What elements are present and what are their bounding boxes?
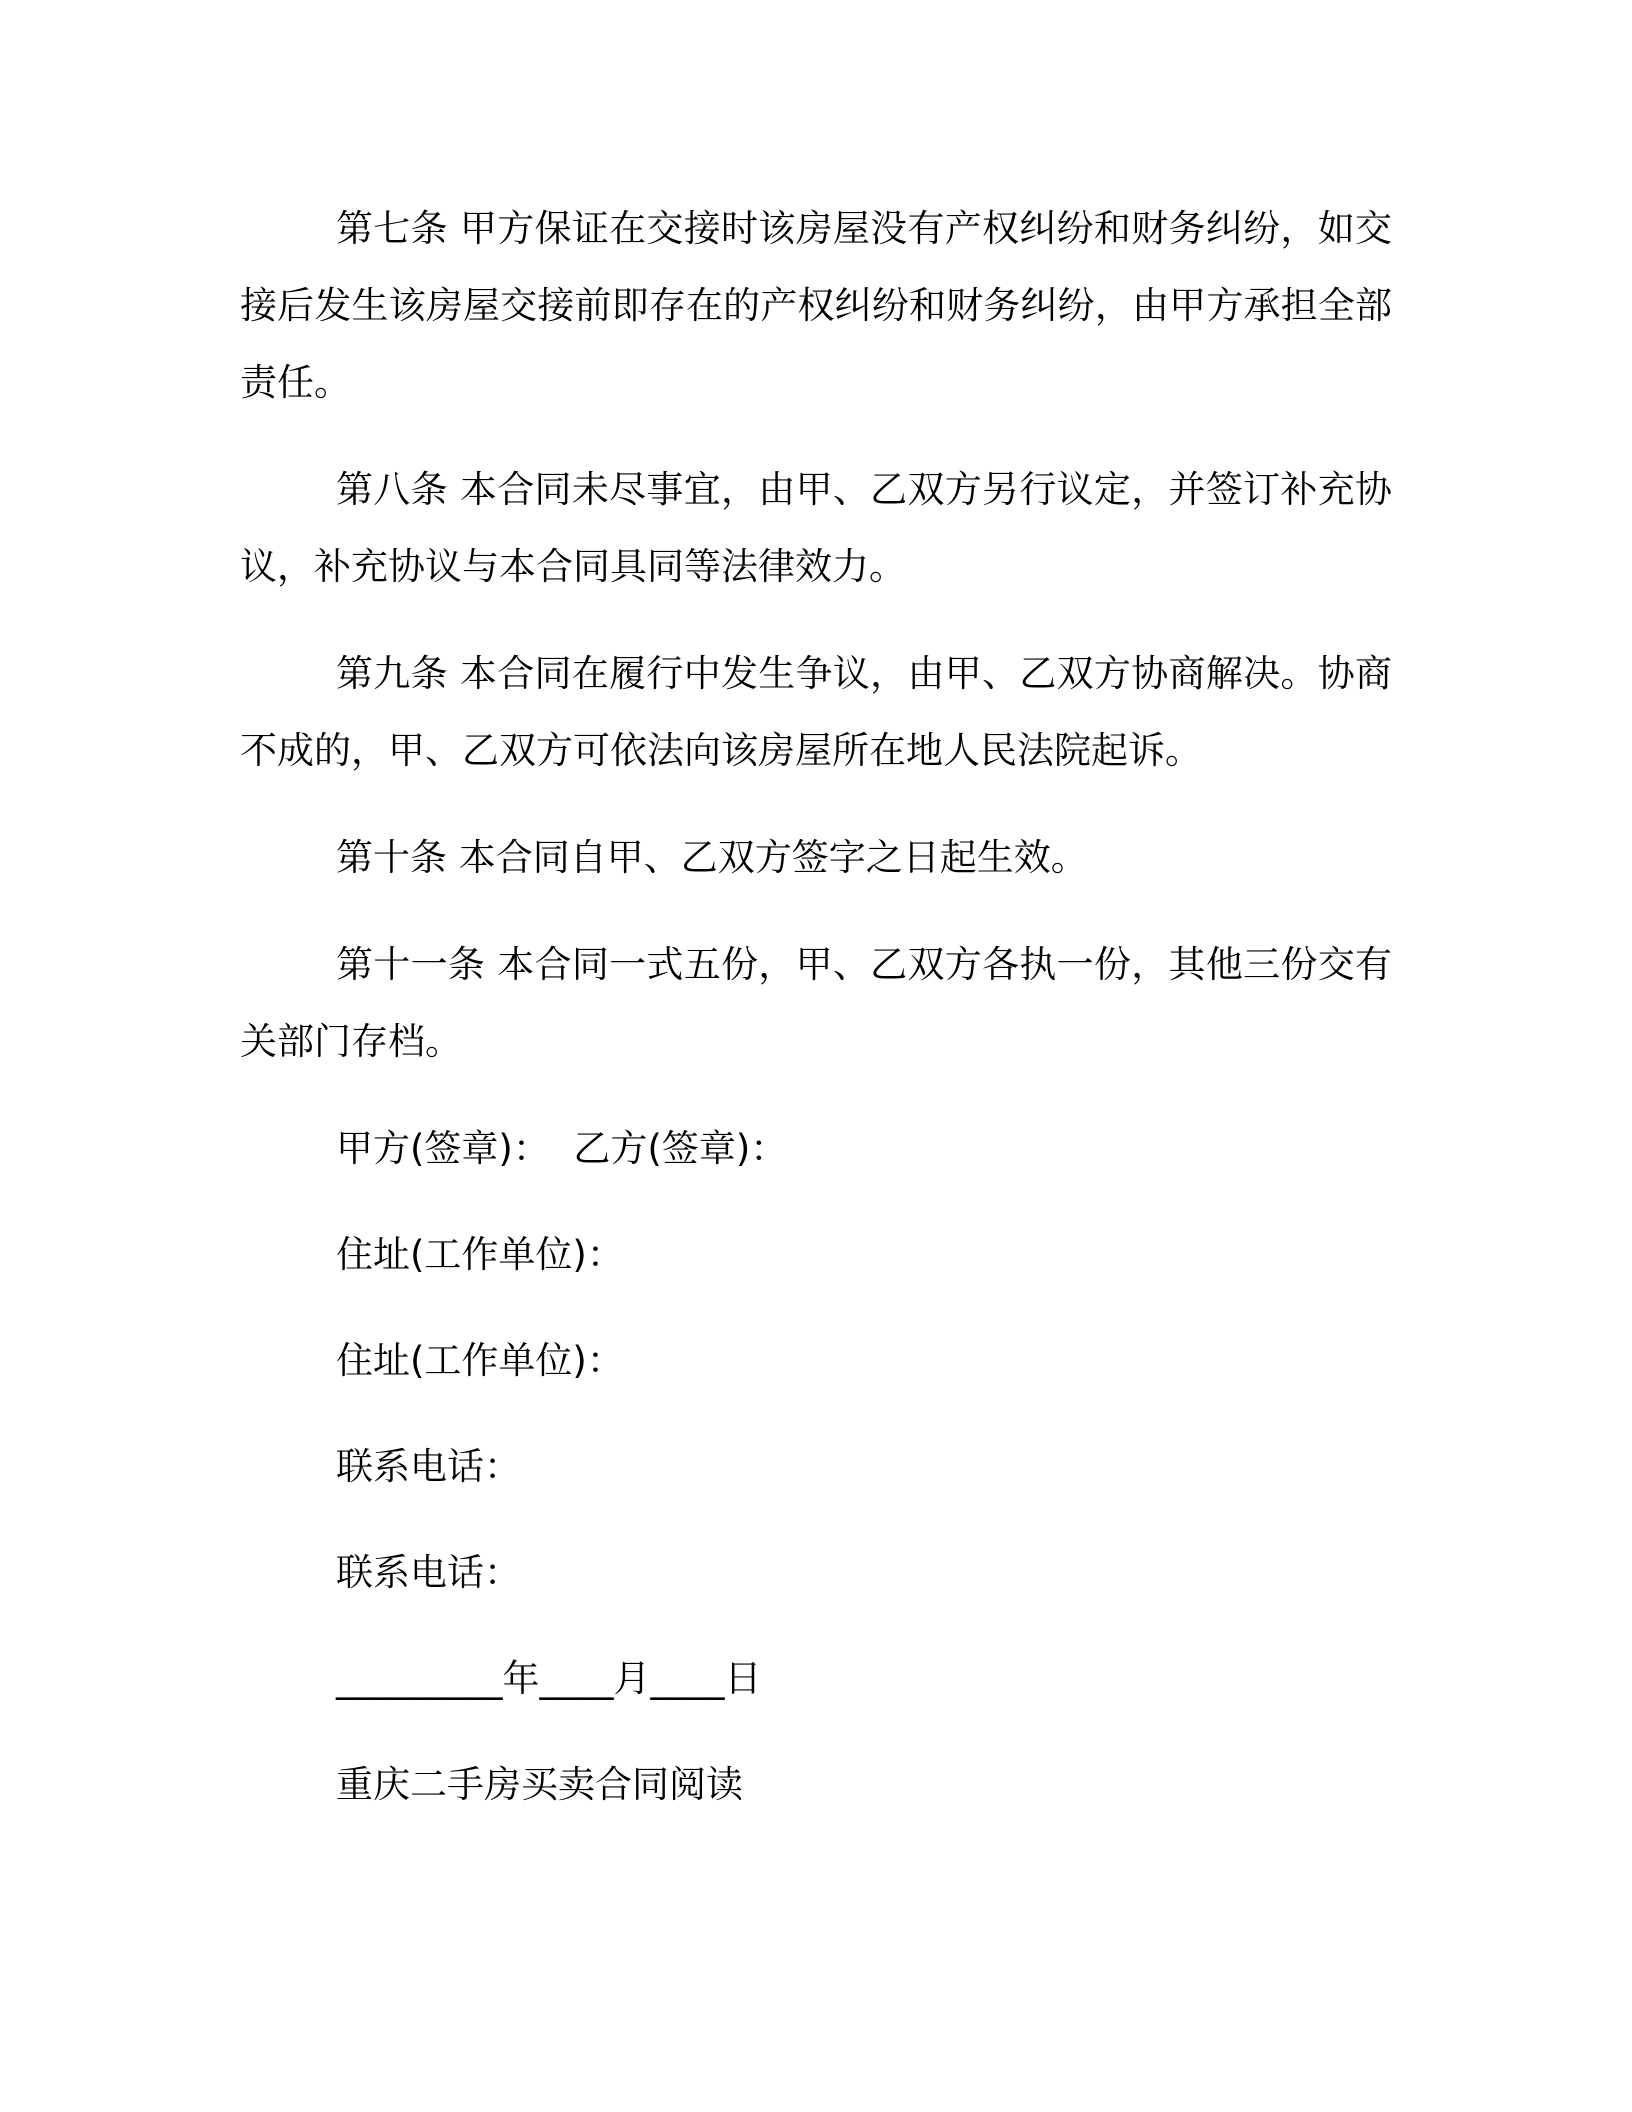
article-8: 第八条 本合同未尽事宜，由甲、乙双方另行议定，并签订补充协议，补充协议与本合同具同等法律效力。 [240, 468, 1392, 588]
signature-parties: 甲方(签章)： 乙方(签章)： [336, 1127, 788, 1170]
article-10: 第十条 本合同自甲、乙双方签字之日起生效。 [336, 836, 1088, 879]
article-9: 第九条 本合同在履行中发生争议，由甲、乙双方协商解决。协商不成的，甲、乙双方可依法向该房屋所在地人民法院起诉。 [240, 652, 1392, 772]
footer-title: 重庆二手房买卖合同阅读 [336, 1763, 743, 1806]
phone-party-a: 联系电话： [336, 1445, 521, 1488]
address-party-b: 住址(工作单位)： [336, 1339, 624, 1382]
phone-party-b: 联系电话： [336, 1551, 521, 1594]
article-11: 第十一条 本合同一式五份，甲、乙双方各执一份，其他三份交有关部门存档。 [240, 943, 1392, 1063]
signing-date: _________年____月____日 [336, 1657, 762, 1700]
address-party-a: 住址(工作单位)： [336, 1233, 624, 1276]
article-7: 第七条 甲方保证在交接时该房屋没有产权纠纷和财务纠纷，如交接后发生该房屋交接前即存在的产权纠纷和财务纠纷，由甲方承担全部责任。 [240, 207, 1392, 404]
document-page [240, 190, 1392, 1852]
